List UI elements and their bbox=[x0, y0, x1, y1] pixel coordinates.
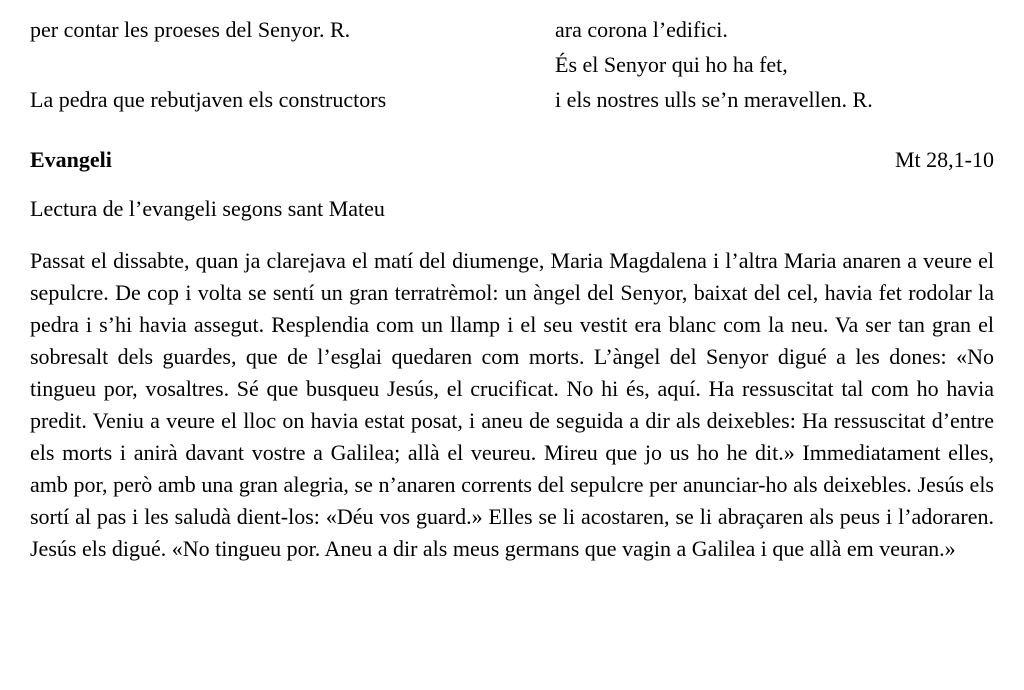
psalm-line: per contar les proeses del Senyor. R. bbox=[30, 17, 351, 42]
psalm-line: ara corona l’edifici. bbox=[555, 17, 728, 42]
gospel-heading: Evangeli bbox=[30, 147, 112, 172]
psalm-line: i els nostres ulls se’n meravellen. R. bbox=[555, 87, 873, 112]
gospel-body-paragraph: Passat el dissabte, quan ja clarejava el matí del diumenge, Maria Magdalena i l’altra Maria anaren a veure el sepulcre. De cop i volta se sentí un gran terratrèmol: un àngel del Senyor, baixat del cel, havia fet rodolar la pedra i s’hi havia assegut. Resplendia com un llamp i el seu vestit era blanc com la neu. Va ser tan gran el sobresalt dels guardes, que de l’esglai quedaren com morts. L’àngel del Senyor digué a les dones: «No tingueu por, vosaltres. Sé que busqueu Jesús, el crucificat. No hi és, aquí. Ha ressuscitat tal com ho havia predit. Veniu a veure el lloc on havia estat posat, i aneu de seguida a dir als deixebles: Ha ressuscitat d’entre els morts i anirà davant vostre a Galilea; allà el veureu. Mireu que jo us ho he dit.» Immediatament elles, amb por, però amb una gran alegria, se n’anaren corrents del sepulcre per anunciar-ho als deixebles. Jesús els sortí al pas i les saludà dient-los: «Déu vos guard.» Elles se li acostaren, se li abraçaren als peus i l’adoraren. Jesús els digué. «No tingueu por. Aneu a dir als meus germans que vagin a Galilea i que allà em veuran.» bbox=[30, 248, 994, 561]
psalm-response-section bbox=[30, 12, 994, 117]
gospel-intro-line: Lectura de l’evangeli segons sant Mateu bbox=[30, 196, 385, 221]
psalm-line: És el Senyor qui ho ha fet, bbox=[555, 52, 788, 77]
gospel-heading-row bbox=[30, 145, 994, 175]
gospel-reference: Mt 28,1-10 bbox=[895, 147, 994, 172]
psalm-right-column bbox=[555, 12, 994, 117]
psalm-line: La pedra que rebutjaven els constructors bbox=[30, 87, 387, 112]
psalm-line-blank bbox=[30, 47, 555, 82]
psalm-left-column bbox=[30, 12, 555, 117]
